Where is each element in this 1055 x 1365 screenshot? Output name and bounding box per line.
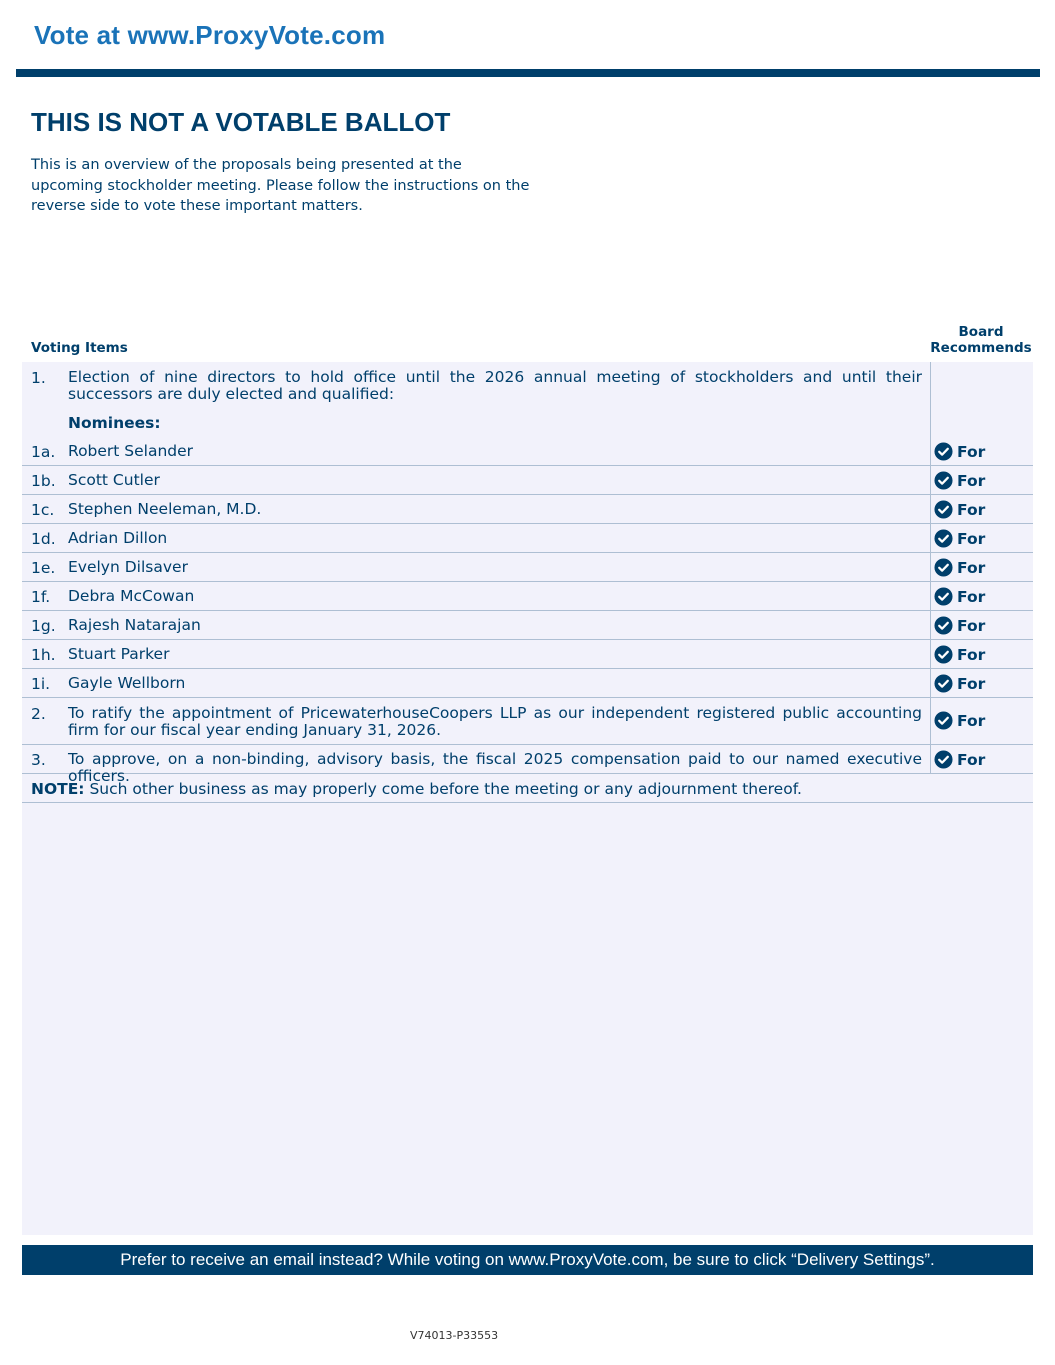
- note-body: Such other business as may properly come before the meeting or any adjournment thereof.: [84, 780, 802, 798]
- header-rule: [16, 69, 1040, 77]
- check-circle-icon: [934, 645, 953, 664]
- nominee-row: [22, 669, 1033, 698]
- nominee-name: Robert Selander: [68, 442, 194, 460]
- column-header-line2: Recommends: [930, 340, 1032, 356]
- note-label: NOTE:: [31, 780, 85, 798]
- recommendation-label: For: [957, 711, 986, 730]
- recommendation-label: For: [957, 500, 986, 519]
- nominee-number: 1d.: [31, 530, 56, 548]
- nominee-name: Stuart Parker: [68, 645, 170, 663]
- board-recommendation: [934, 616, 985, 635]
- nominee-number: 1i.: [31, 675, 51, 693]
- board-recommendation: [934, 529, 985, 548]
- column-header-board-recommends: [930, 324, 1032, 356]
- recommendation-label: For: [957, 587, 986, 606]
- board-recommendation: [934, 558, 985, 577]
- nominee-name: Stephen Neeleman, M.D.: [68, 500, 262, 518]
- check-circle-icon: [934, 587, 953, 606]
- check-circle-icon: [934, 442, 953, 461]
- check-circle-icon: [934, 529, 953, 548]
- nominee-row: [22, 524, 1033, 553]
- page-title: THIS IS NOT A VOTABLE BALLOT: [31, 107, 451, 137]
- check-circle-icon: [934, 616, 953, 635]
- proposal-text: To approve, on a non-binding, advisory basis, the fiscal 2025 compensation paid to our named executive officers.: [68, 750, 922, 785]
- nominee-number: 1h.: [31, 646, 56, 664]
- intro-text: This is an overview of the proposals being presented at the upcoming stockholder meeting. Please follow the instructions on the reverse side to vote these important matters.: [31, 157, 530, 214]
- board-recommendation: [934, 500, 985, 519]
- nominee-row: [22, 640, 1033, 669]
- nominee-row: [22, 466, 1033, 495]
- nominee-row: [22, 611, 1033, 640]
- check-circle-icon: [934, 674, 953, 693]
- board-recommendation: [934, 471, 985, 490]
- board-recommendation: [934, 442, 985, 461]
- column-header-line1: Board: [958, 324, 1004, 340]
- board-recommendation: [934, 750, 985, 769]
- nominee-name: Rajesh Natarajan: [68, 616, 201, 634]
- proposal-2-row: [22, 699, 1033, 745]
- nominee-number: 1e.: [31, 559, 56, 577]
- note-text: [31, 780, 802, 798]
- recommendation-label: For: [957, 529, 986, 548]
- nominee-row: [22, 437, 1033, 466]
- board-recommendation: [934, 587, 985, 606]
- recommendation-label: For: [957, 471, 986, 490]
- nominee-name: Scott Cutler: [68, 471, 160, 489]
- check-circle-icon: [934, 750, 953, 769]
- proposal-text: To ratify the appointment of PricewaterhouseCoopers LLP as our independent registered public accounting firm for our fiscal year ending January 31, 2026.: [68, 704, 922, 739]
- nominee-name: Adrian Dillon: [68, 529, 168, 547]
- proposal-number: 2.: [31, 705, 46, 723]
- board-recommendation: [934, 645, 985, 664]
- nominee-number: 1f.: [31, 588, 51, 606]
- check-circle-icon: [934, 711, 953, 730]
- nominee-row: [22, 495, 1033, 524]
- nominee-number: 1a.: [31, 443, 56, 461]
- email-delivery-banner: Prefer to receive an email instead? While voting on www.ProxyVote.com, be sure to click “Delivery Settings”.: [22, 1245, 1033, 1275]
- nominee-name: Gayle Wellborn: [68, 674, 186, 692]
- proposal-number: 1.: [31, 369, 46, 387]
- nominee-name: Debra McCowan: [68, 587, 195, 605]
- check-circle-icon: [934, 471, 953, 490]
- recommendation-label: For: [957, 442, 986, 461]
- proposal-text: Election of nine directors to hold office until the 2026 annual meeting of stockholders and until their successors are duly elected and qualified:: [68, 368, 922, 403]
- nominee-number: 1b.: [31, 472, 56, 490]
- nominee-number: 1c.: [31, 501, 55, 519]
- header-title[interactable]: Vote at www.ProxyVote.com: [34, 20, 386, 50]
- proposal-3-row: [22, 745, 1033, 785]
- recommendation-label: For: [957, 558, 986, 577]
- recommendation-label: For: [957, 645, 986, 664]
- recommendation-label: For: [957, 616, 986, 635]
- recommendation-label: For: [957, 750, 986, 769]
- nominee-name: Evelyn Dilsaver: [68, 558, 188, 576]
- proposal-number: 3.: [31, 751, 46, 769]
- nominee-number: 1g.: [31, 617, 56, 635]
- nominees-label: Nominees:: [68, 414, 161, 432]
- check-circle-icon: [934, 500, 953, 519]
- board-recommendation: [934, 674, 985, 693]
- board-recommendation: [934, 711, 985, 730]
- column-header-voting-items: Voting Items: [31, 340, 128, 356]
- nominee-row: [22, 582, 1033, 611]
- recommendation-label: For: [957, 674, 986, 693]
- document-code: V74013-P33553: [410, 1329, 499, 1342]
- nominee-row: [22, 553, 1033, 582]
- check-circle-icon: [934, 558, 953, 577]
